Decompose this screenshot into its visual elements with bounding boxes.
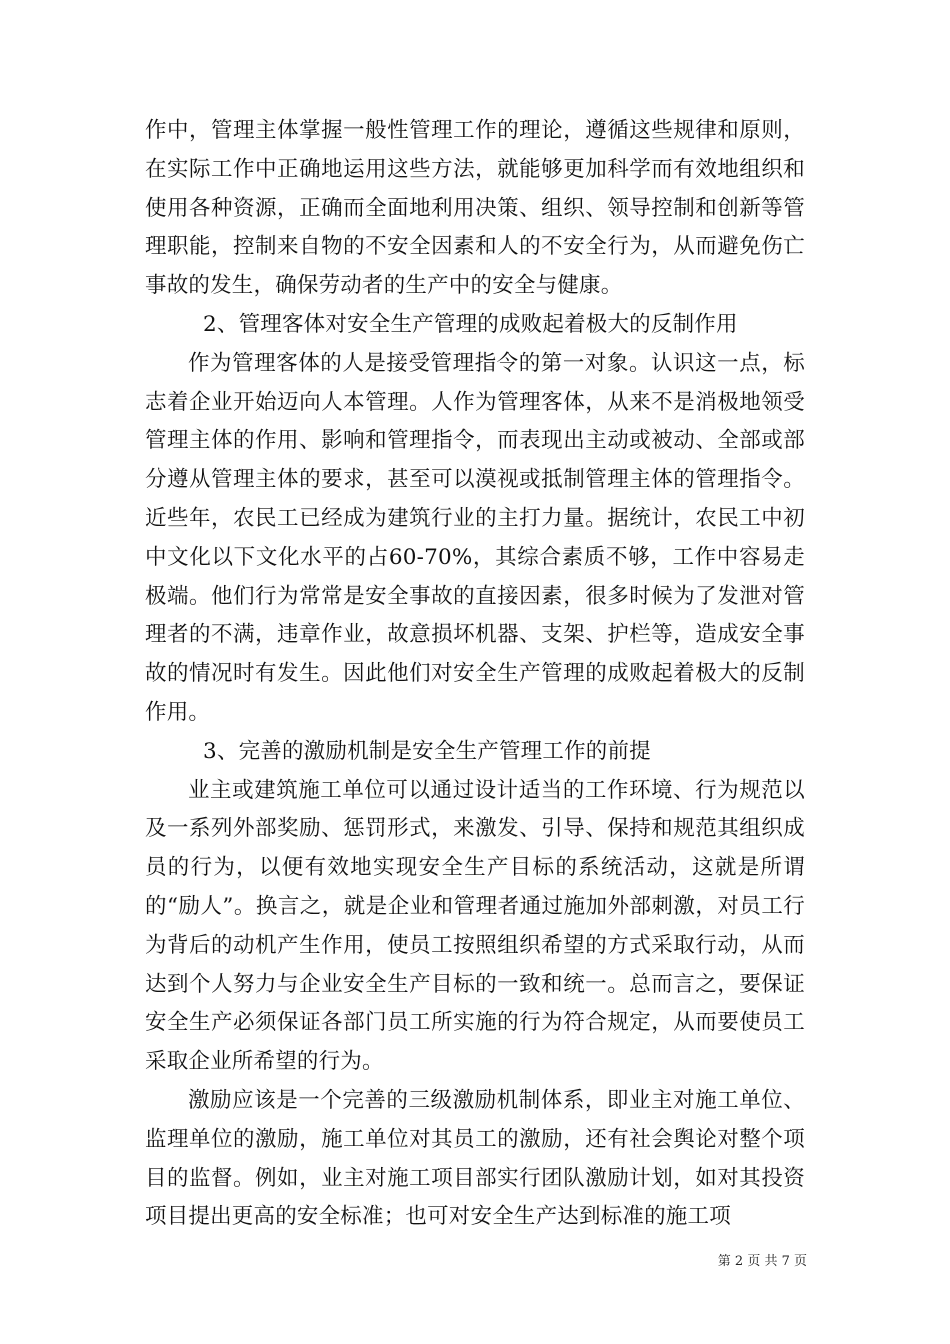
paragraph-three-level-incentive: 激励应该是一个完善的三级激励机制体系，即业主对施工单位、监理单位的激励，施工单位对其员工的激励，还有社会舆论对整个项目的监督。例如，业主对施工项目部实行团队激励计划，如对其投资项目提出更高的安全标准；也可对安全生产达到标准的施工项 bbox=[145, 1087, 805, 1230]
page-number-footer: 第 2 页 共 7 页 bbox=[717, 1254, 807, 1269]
section-heading-2: 2、管理客体对安全生产管理的成败起着极大的反制作用 bbox=[203, 311, 738, 337]
paragraph-continued: 作中，管理主体掌握一般性管理工作的理论，遵循这些规律和原则，在实际工作中正确地运用这些方法，就能够更加科学而有效地组织和使用各种资源，正确而全面地利用决策、组织、领导控制和创新等管理职能，控制来自物的不安全因素和人的不安全行为，从而避免伤亡事故的发生，确保劳动者的生产中的安全与健康。 bbox=[145, 118, 805, 299]
document-page bbox=[145, 112, 805, 1237]
paragraph-management-object: 作为管理客体的人是接受管理指令的第一对象。认识这一点，标志着企业开始迈向人本管理。人作为管理客体，从来不是消极地领受管理主体的作用、影响和管理指令，而表现出主动或被动、全部或部分遵从管理主体的要求，甚至可以漠视或抵制管理主体的管理指令。近些年，农民工已经成为建筑行业的主打力量。据统计，农民工中初中文化以下文化水平的占60-70%，其综合素质不够，工作中容易走极端。他们行为常常是安全事故的直接因素，很多时候为了发泄对管理者的不满，违章作业，故意损坏机器、支架、护栏等，造成安全事故的情况时有发生。因此他们对安全生产管理的成败起着极大的反制作用。 bbox=[145, 350, 805, 725]
paragraph-incentive-mechanism: 业主或建筑施工单位可以通过设计适当的工作环境、行为规范以及一系列外部奖励、惩罚形式，来激发、引导、保持和规范其组织成员的行为，以便有效地实现安全生产目标的系统活动，这就是所谓的“励人”。换言之，就是企业和管理者通过施加外部刺激，对员工行为背后的动机产生作用，使员工按照组织希望的方式采取行动，从而达到个人努力与企业安全生产目标的一致和统一。总而言之，要保证安全生产必须保证各部门员工所实施的行为符合规定，从而要使员工采取企业所希望的行为。 bbox=[145, 777, 805, 1075]
section-heading-3: 3、完善的激励机制是安全生产管理工作的前提 bbox=[203, 738, 651, 764]
